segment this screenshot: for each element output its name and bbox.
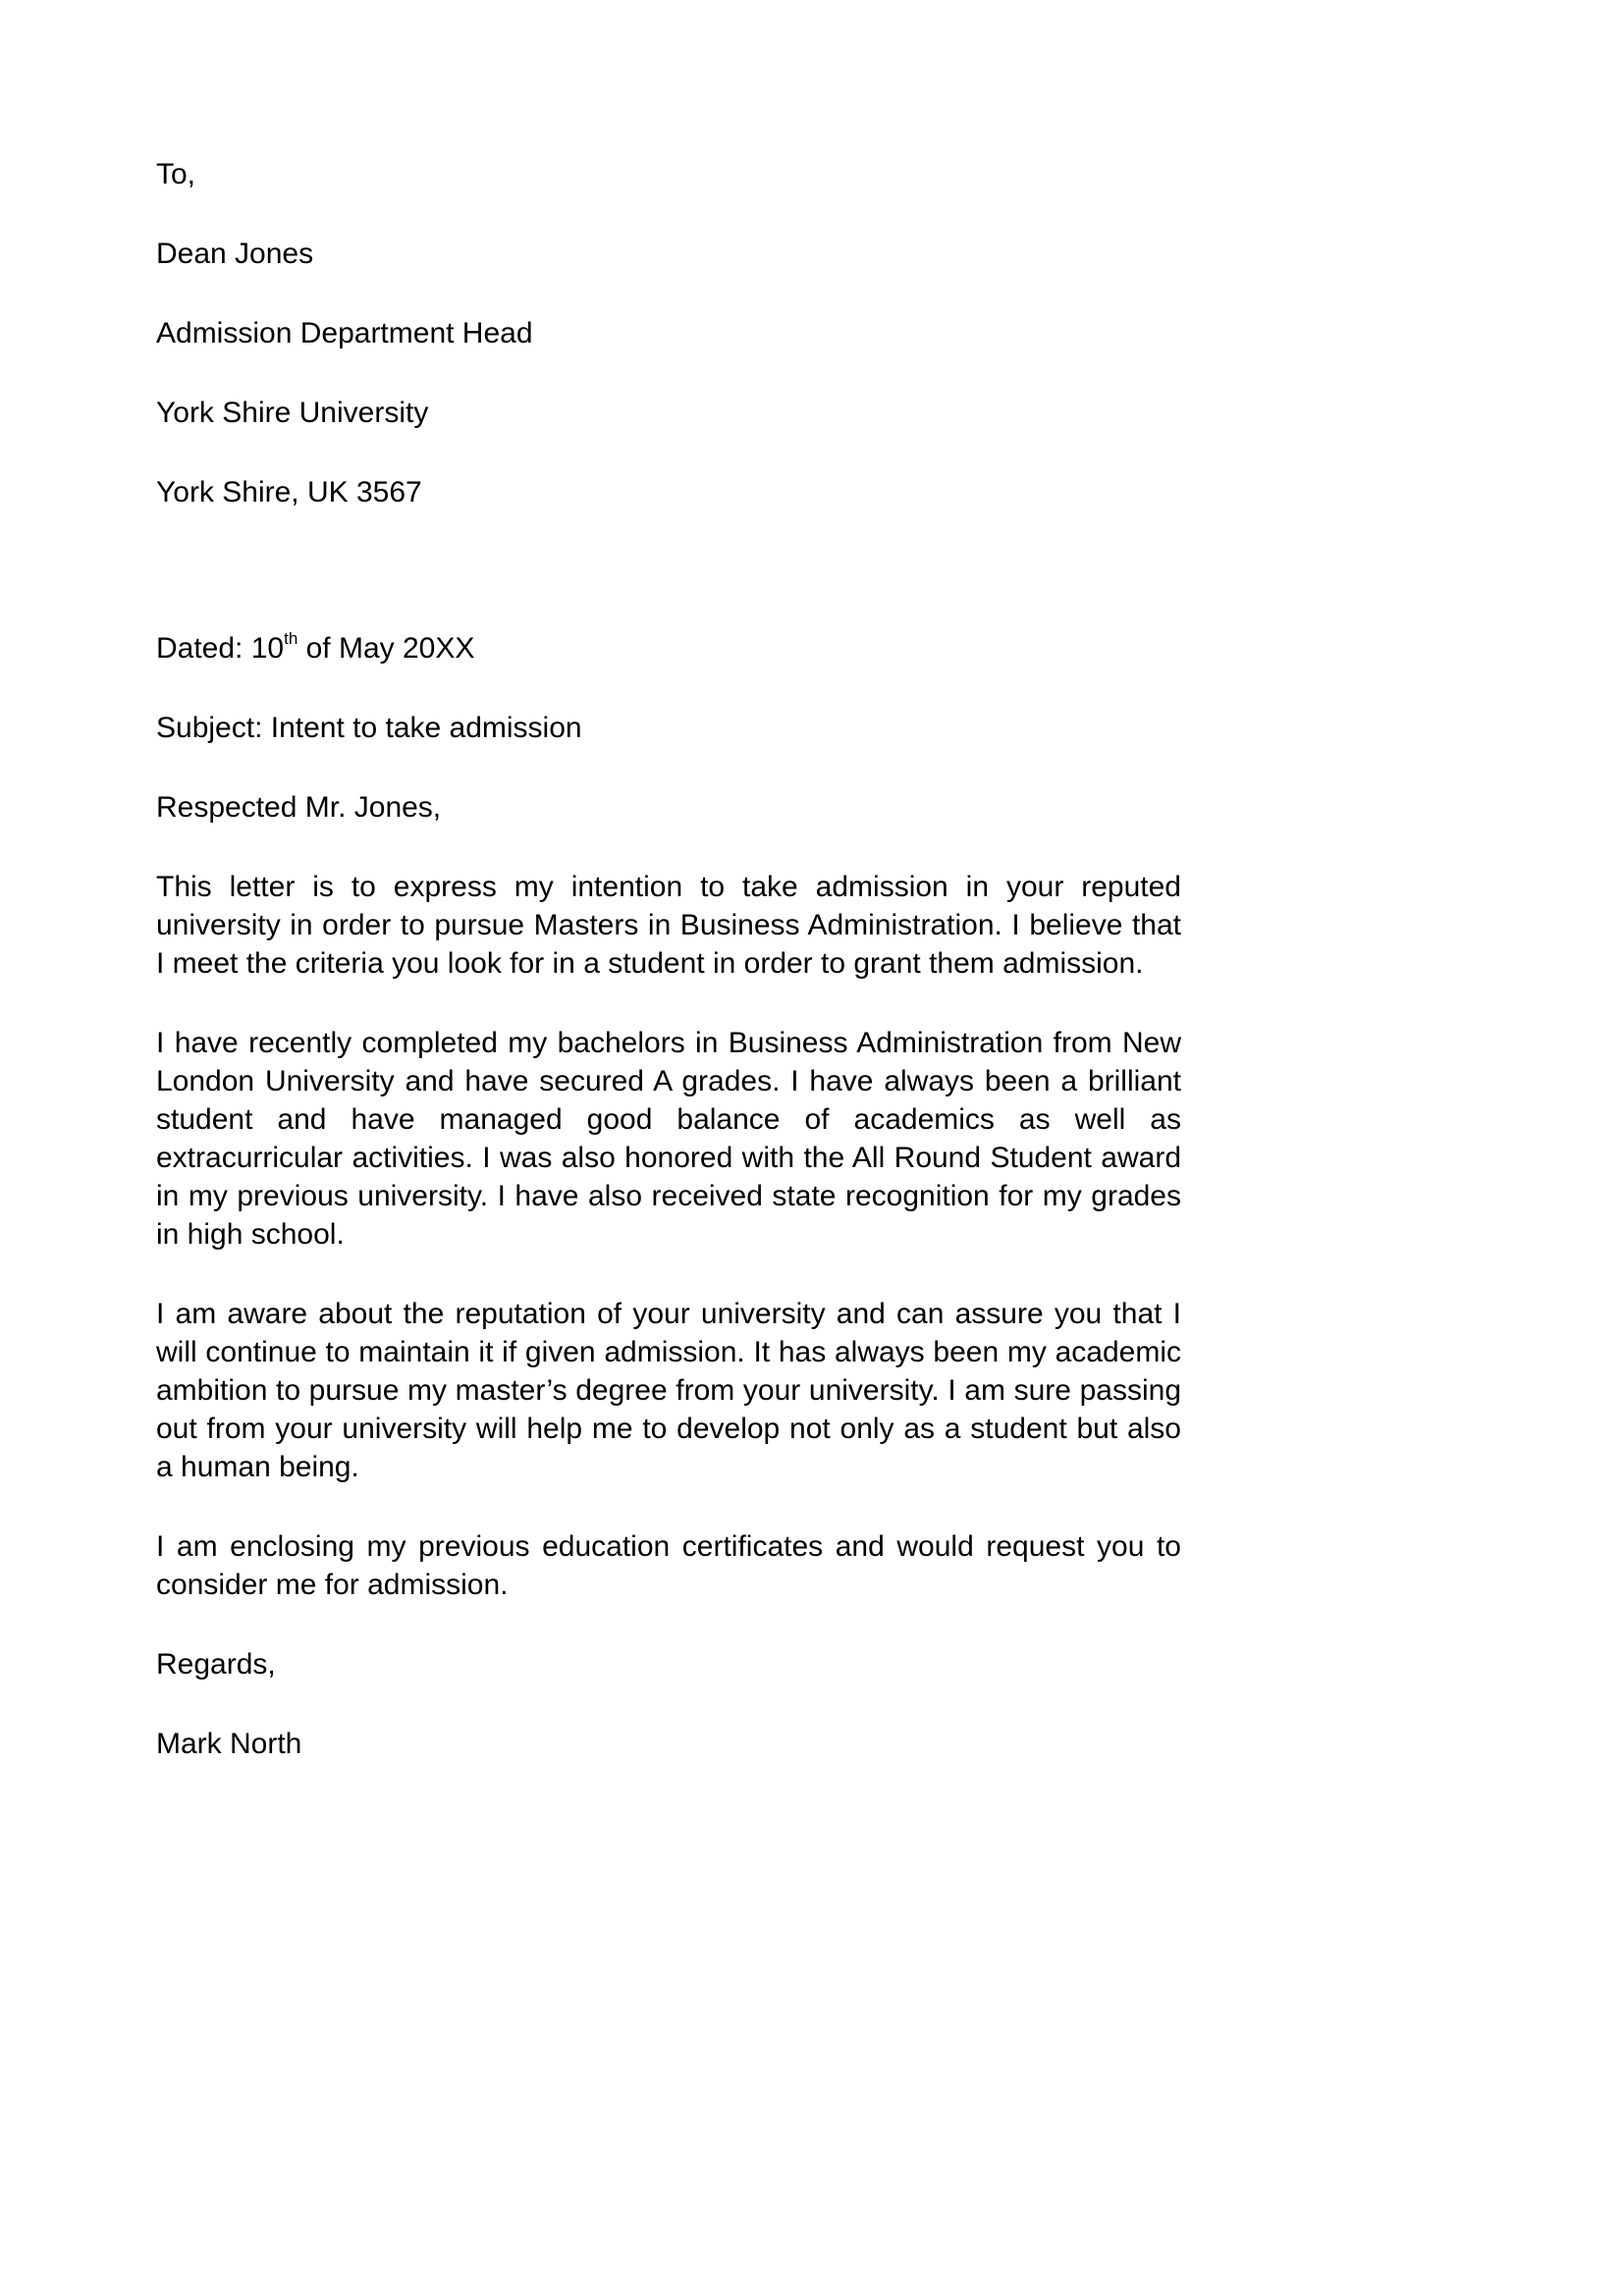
body-paragraph-enclosure: I am enclosing my previous education certificates and would request you to consider me for admission.	[156, 1530, 1181, 1601]
date-ordinal-suffix: th	[284, 629, 298, 648]
recipient-title: Admission Department Head	[156, 317, 533, 349]
body-paragraph-intent: This letter is to express my intention to take admission in your reputed university in order to pursue Masters in Business Administration. I believe that I meet the criteria you look for in a student in order to grant them admission.	[156, 871, 1181, 980]
letter-body	[156, 155, 1181, 1804]
letter-date	[156, 629, 1181, 667]
letter-subject: Subject: Intent to take admission	[156, 712, 582, 744]
letter-signature: Mark North	[156, 1728, 302, 1760]
recipient-name: Dean Jones	[156, 238, 314, 270]
recipient-institution: York Shire University	[156, 397, 429, 429]
body-paragraph-background: I have recently completed my bachelors in Business Administration from New London University and have secured A grades. I have always been a brilliant student and have managed good balance of academics as well as extracurricular activities. I was also honored with the All Round Student award in my previous university. I have also received state recognition for my grades in high school.	[156, 1027, 1181, 1251]
letter-greeting: Respected Mr. Jones,	[156, 791, 442, 824]
body-paragraph-commitment: I am aware about the reputation of your university and can assure you that I will continue to maintain it if given admission. It has always been my academic ambition to pursue my master’s degree from your university. I am sure passing out from your university will help me to develop not only as a student but also a human being.	[156, 1298, 1181, 1483]
recipient-address: York Shire, UK 3567	[156, 476, 422, 508]
letter-closing: Regards,	[156, 1648, 276, 1681]
date-prefix: Dated: 10	[156, 632, 285, 665]
date-rest: of May 20XX	[298, 632, 475, 665]
salutation-to: To,	[156, 158, 196, 190]
